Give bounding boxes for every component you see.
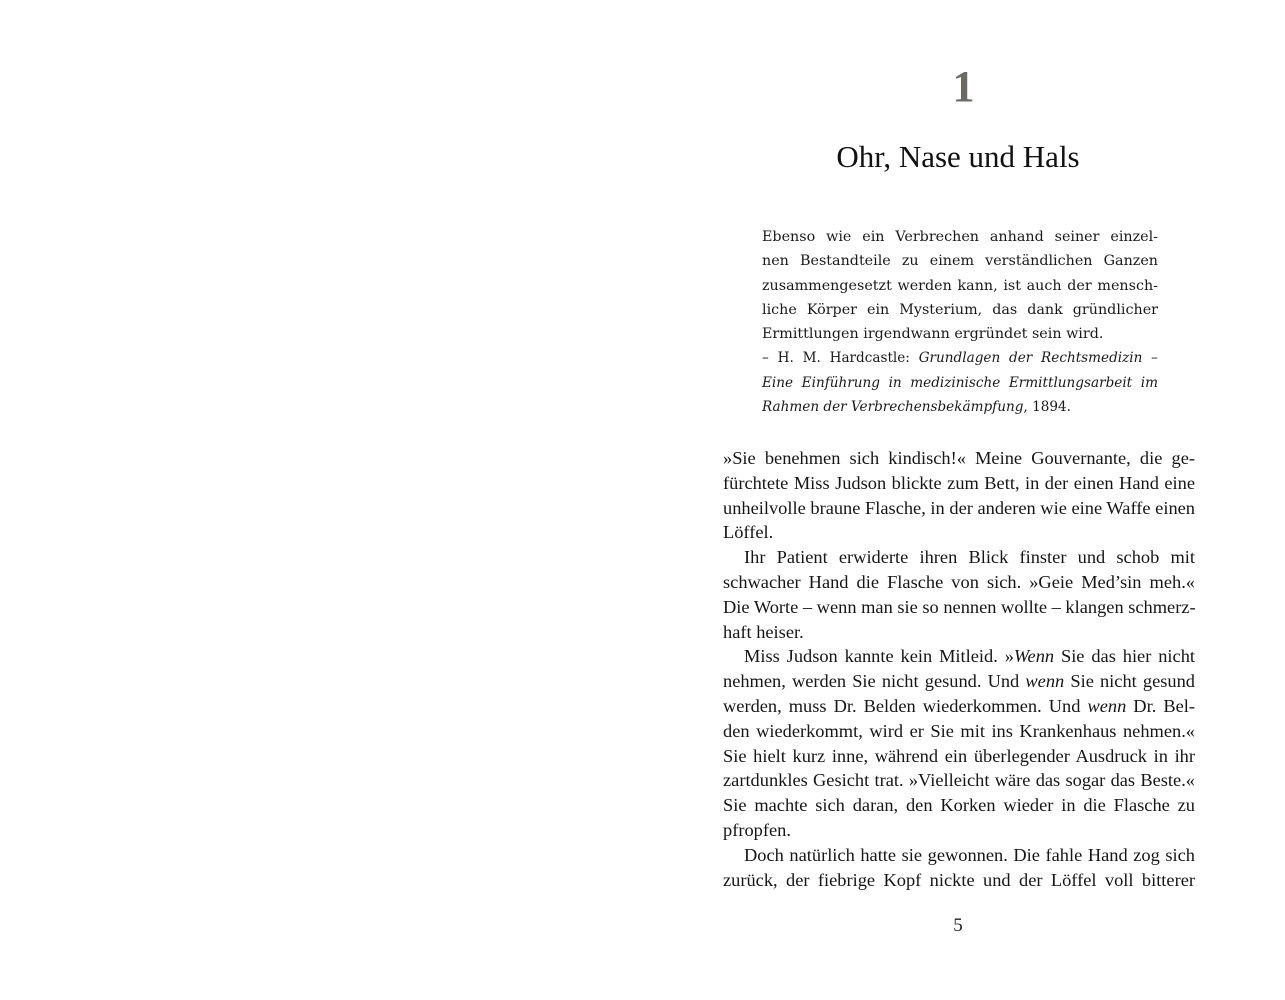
attribution-title: Eine Einführung in medizinische Ermittlungsarbeit im bbox=[762, 374, 1158, 391]
epigraph-line: Ebenso wie ein Verbrechen anhand seiner einzel- bbox=[762, 229, 1158, 245]
text-run: Dr. Bel- bbox=[1126, 695, 1195, 716]
text-run: Sie das hier nicht bbox=[1054, 646, 1195, 667]
text-line: pfropfen. bbox=[723, 819, 791, 840]
text-line: schwacher Hand die Flasche von sich. »Geie Med’sin meh.« bbox=[723, 571, 1195, 592]
page-number: 5 bbox=[953, 915, 963, 936]
right-page bbox=[642, 0, 1285, 1000]
text-line: Die Worte – wenn man sie so nennen wollte – klangen schmerz- bbox=[723, 596, 1196, 617]
epigraph-attribution bbox=[762, 371, 1158, 395]
epigraph bbox=[762, 225, 1158, 419]
text-line: zartdunkles Gesicht trat. »Vielleicht wäre das sogar das Beste.« bbox=[723, 770, 1195, 791]
attribution-title: Grundlagen der Rechtsmedizin – bbox=[918, 350, 1158, 367]
text-line: fürchtete Miss Judson blickte zum Bett, in der einen Hand eine bbox=[723, 472, 1195, 493]
text-line: haft heiser. bbox=[723, 621, 804, 642]
epigraph-line: Ermittlungen irgendwann ergründet sein wird. bbox=[762, 326, 1104, 343]
text-line bbox=[723, 669, 1195, 694]
text-line: zurück, der fiebrige Kopf nickte und der Löffel voll bitterer bbox=[723, 869, 1195, 890]
left-page-blank bbox=[0, 0, 642, 1000]
text-line: den wiederkommt, wird er Sie mit ins Krankenhaus nehmen.« bbox=[723, 720, 1195, 741]
epigraph-attribution bbox=[762, 395, 1158, 419]
emphasis: wenn bbox=[1087, 695, 1127, 716]
text-run: nehmen, werden Sie nicht gesund. Und bbox=[723, 671, 1026, 692]
epigraph-attribution bbox=[762, 346, 1158, 370]
attribution-year: , 1894. bbox=[1023, 399, 1071, 416]
text-line: Ihr Patient erwiderte ihren Blick finster und schob mit bbox=[744, 547, 1195, 568]
chapter-number: 1 bbox=[952, 62, 975, 111]
text-line: Sie hielt kurz inne, während ein überlegender Ausdruck in ihr bbox=[723, 745, 1195, 766]
chapter-title: Ohr, Nase und Hals bbox=[836, 139, 1080, 174]
body-text bbox=[723, 446, 1195, 892]
text-line: Sie machte sich daran, den Korken wieder in die Flasche zu bbox=[723, 795, 1195, 816]
text-run: Sie nicht gesund bbox=[1064, 671, 1195, 692]
epigraph-line: zusammengesetzt werden kann, ist auch der mensch- bbox=[762, 277, 1158, 294]
attribution-title: Rahmen der Verbrechensbekämpfung bbox=[762, 399, 1024, 416]
epigraph-line: liche Körper ein Mysterium, das dank gründlicher bbox=[762, 301, 1158, 318]
text-line: »Sie benehmen sich kindisch!« Meine Gouvernante, die ge- bbox=[723, 448, 1195, 468]
attribution-author: – H. M. Hardcastle: bbox=[762, 350, 919, 367]
text-line bbox=[723, 694, 1195, 719]
emphasis: Wenn bbox=[1013, 646, 1055, 667]
text-line: Löffel. bbox=[723, 522, 774, 543]
emphasis: wenn bbox=[1025, 671, 1065, 692]
text-line: unheilvolle braune Flasche, in der anderen wie eine Waffe einen bbox=[723, 497, 1195, 518]
text-run: Miss Judson kannte kein Mitleid. » bbox=[744, 646, 1014, 667]
text-line: Doch natürlich hatte sie gewonnen. Die fahle Hand zog sich bbox=[744, 844, 1195, 865]
text-line bbox=[723, 644, 1195, 669]
epigraph-line: nen Bestandteile zu einem verständlichen Ganzen bbox=[762, 253, 1158, 270]
text-run: werden, muss Dr. Belden wiederkommen. Und bbox=[723, 695, 1088, 716]
